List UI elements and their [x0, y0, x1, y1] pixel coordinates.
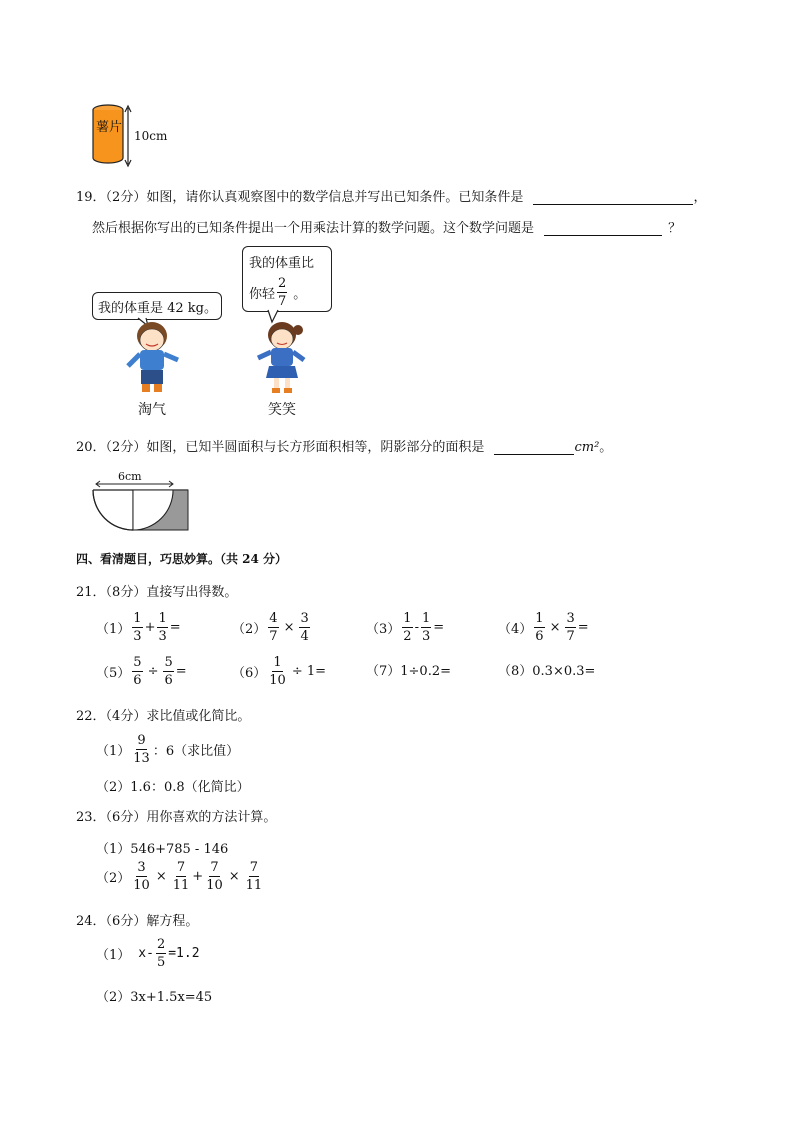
q21-title: 21．（8分）直接写出得数。 — [76, 585, 238, 600]
q24-title: 24．（6分）解方程。 — [76, 914, 199, 929]
chips-height-label: 10cm — [134, 129, 168, 143]
q23-item-2: （2） $\frac{3}{10}$ × $\frac{7}{11}$ + $\frac{7}{10}$ × $\frac{7}{11}$ — [96, 860, 263, 893]
girl-name: 笑笑 — [268, 402, 296, 418]
q24-item-2: （2）3x+1.5x=45 — [96, 990, 213, 1005]
q24-item-1: （1） x- $\frac{2}{5}$ =1.2 — [96, 937, 200, 970]
q19-line1: 19．（2分）如图，请你认真观察图中的数学信息并写出已知条件。已知条件是 ， — [76, 190, 707, 205]
q23-title: 23．（6分）用你喜欢的方法计算。 — [76, 810, 277, 825]
chips-label: 薯片 — [96, 120, 123, 135]
q22-item-1: （1） $\frac{9}{13}$ ：6（求比值） — [96, 733, 240, 766]
q23-item-1: （1）546+785 - 146 — [96, 842, 229, 857]
q21-item-6: （6） $\frac{1}{10}$ ÷ 1= — [232, 655, 327, 688]
q21-item-8: （8）0.3×0.3= — [498, 664, 596, 679]
section-4-heading: 四、看清题目，巧思妙算。（共 24 分） — [76, 552, 288, 566]
q22-item-2: （2）1.6：0.8（化简比） — [96, 780, 250, 795]
q19-line2: 然后根据你写出的已知条件提出一个用乘法计算的数学问题。这个数学问题是 ？ — [92, 221, 682, 236]
girl-illustration — [252, 318, 312, 398]
q21-item-1: （1） $\frac{1}{3}$ + $\frac{1}{3}$ = — [96, 611, 181, 644]
q21-item-4: （4） $\frac{1}{6}$ × $\frac{3}{7}$ = — [498, 611, 589, 644]
q20-line: 20．（2分）如图，已知半圆面积与长方形面积相等，阴影部分的面积是 cm²。 — [76, 440, 613, 455]
q21-item-3: （3） $\frac{1}{2}$ - $\frac{1}{3}$ = — [366, 611, 445, 644]
girl-speech-bubble: 我的体重比 你轻 $\frac{2}{7}$ 。 — [242, 246, 332, 312]
semicircle-rectangle-figure — [88, 470, 198, 534]
boy-illustration — [120, 318, 184, 398]
q22-title: 22．（4分）求比值或化简比。 — [76, 709, 251, 724]
boy-speech-bubble: 我的体重是 42 kg。 — [92, 292, 222, 320]
q21-item-7: （7）1÷0.2= — [366, 664, 452, 679]
q21-item-5: （5） $\frac{5}{6}$ ÷ $\frac{5}{6}$ = — [96, 655, 187, 688]
boy-name: 淘气 — [138, 402, 166, 418]
q21-item-2: （2） $\frac{4}{7}$ × $\frac{3}{4}$ — [232, 611, 309, 644]
q20-answer-blank[interactable] — [494, 454, 574, 455]
q20-dimension-label: 6cm — [118, 470, 142, 483]
